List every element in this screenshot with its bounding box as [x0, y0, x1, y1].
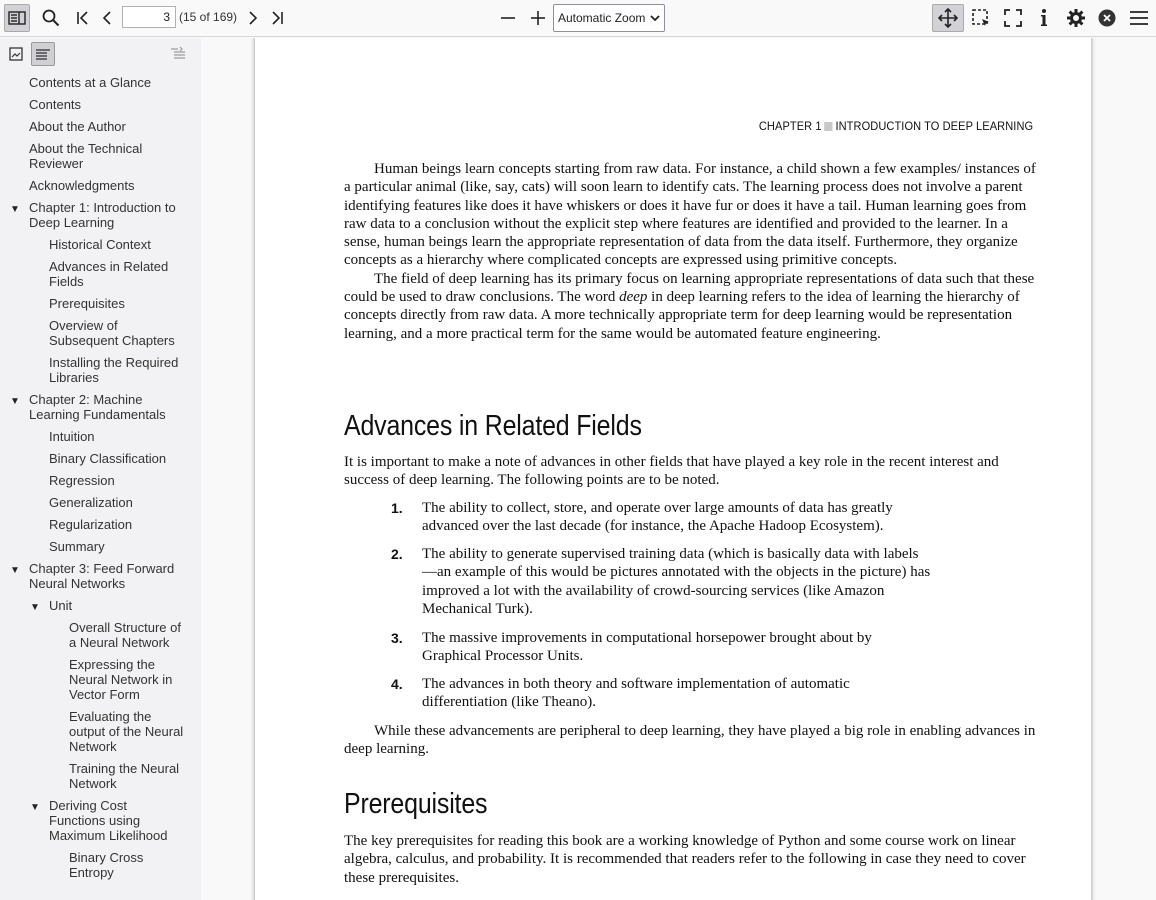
- paragraph-2: [344, 270, 1036, 343]
- outline-item[interactable]: Chapter 2: Machine Learning Fundamentals: [29, 392, 166, 422]
- settings-button[interactable]: [1064, 4, 1088, 32]
- outline-item[interactable]: Overview of Subsequent Chapters: [49, 318, 175, 348]
- heading-advances: Advances in Related Fields: [344, 410, 642, 442]
- first-page-icon: [76, 11, 90, 25]
- outline-item[interactable]: Contents: [29, 97, 82, 112]
- first-page-button[interactable]: [72, 4, 94, 32]
- sidebar-view-toolbar: [0, 38, 201, 70]
- outline-item[interactable]: About the Technical Reviewer: [29, 141, 143, 171]
- move-icon: [938, 8, 958, 28]
- sidebar-toggle-button[interactable]: [4, 4, 30, 32]
- heading-prerequisites: Prerequisites: [344, 788, 488, 820]
- list-item-text: The massive improvements in computational horsepower brought about by Graphical Processor Units.: [422, 630, 872, 665]
- outline-expand-icon[interactable]: ▼: [10, 396, 20, 407]
- outline-item[interactable]: Binary Cross Entropy: [69, 850, 144, 880]
- outline-item[interactable]: Expressing the Neural Network in Vector Form: [69, 657, 173, 702]
- outline-item[interactable]: Evaluating the output of the Neural Network: [69, 709, 184, 754]
- paragraph-2-start: The field of deep learning has its primary focus on learning appropriate representations of data such that these could be used to draw conclusions. The word: [344, 270, 1035, 306]
- chevron-left-icon: [101, 11, 113, 25]
- search-icon: [42, 9, 60, 27]
- outline-expand-icon[interactable]: ▼: [10, 565, 20, 576]
- running-head-title: INTRODUCTION TO DEEP LEARNING: [835, 119, 1033, 133]
- last-page-icon: [270, 11, 284, 25]
- next-page-button[interactable]: [242, 4, 264, 32]
- pdf-page: [254, 38, 1092, 900]
- paragraph-1: Human beings learn concepts starting from raw data. For instance, a child shown a few examples/ instances of a particular animal (like, say, cats) will soon learn to identify cats. The learning process does not involve a parent identifying features like does it have whiskers or does it have fur or does it have a tail. Human learning goes from raw data to a conclusion without the explicit step where features are identified and provided to the learner. In a sense, human beings learn the appropriate representation of data from the data itself. Furthermore, they organize concepts as a hierarchy where complicated concepts are expressed using primitive concepts.: [344, 161, 1036, 269]
- body-text-intro: [344, 160, 1036, 343]
- paragraph-2-end: in deep learning refers to the idea of learning the hierarchy of concepts directly from raw data. A more technically appropriate term for deep learning would be representation learning, and a more practical term for the same would be automated feature engineering.: [344, 289, 1020, 342]
- list-item-number: 4.: [391, 676, 403, 692]
- paragraph-3: It is important to make a note of advances in other fields that have played a key role in the recent interest and success of deep learning. The following points are to be noted.: [344, 454, 999, 489]
- thumbnail-view-button[interactable]: [4, 42, 28, 66]
- fullscreen-icon: [1004, 9, 1022, 27]
- previous-page-button[interactable]: [96, 4, 118, 32]
- outline-item[interactable]: Summary: [49, 539, 105, 554]
- outline-item[interactable]: Historical Context: [49, 237, 151, 252]
- paragraph-4: While these advancements are peripheral to deep learning, they have played a big role in enabling advances in deep learning.: [344, 723, 1036, 758]
- zoom-select-value: Automatic Zoom: [558, 11, 646, 25]
- list-item-text: The ability to generate supervised training data (which is basically data with labels—an example of this would be pictures annotated with the objects in the picture) has improved a lot with the availability of crowd-sourcing services (like Amazon Mechanical Turk).: [422, 546, 931, 617]
- outline-item[interactable]: Intuition: [49, 429, 95, 444]
- outline-item[interactable]: Chapter 1: Introduction to Deep Learning: [29, 200, 176, 230]
- outline-item[interactable]: Prerequisites: [49, 296, 125, 311]
- select-tool-button[interactable]: [968, 4, 994, 32]
- outline-item[interactable]: Acknowledgments: [29, 178, 135, 193]
- presentation-mode-button[interactable]: [1000, 4, 1026, 32]
- zoom-in-button[interactable]: [527, 4, 549, 32]
- list-icon: [35, 48, 51, 60]
- running-head-separator: [824, 122, 832, 131]
- image-icon: [9, 47, 23, 61]
- hand-tool-button[interactable]: [932, 4, 964, 32]
- chevron-right-icon: [247, 11, 259, 25]
- outline-item[interactable]: About the Author: [29, 119, 126, 134]
- outline-item[interactable]: Advances in Related Fields: [49, 259, 169, 289]
- outline-item[interactable]: Generalization: [49, 495, 133, 510]
- gear-icon: [1066, 8, 1086, 28]
- outline-item[interactable]: Deriving Cost Functions using Maximum Likelihood: [49, 798, 168, 843]
- list-item-text: The ability to collect, store, and operate over large amounts of data has greatly advanced over the last decade (for instance, the Apache Hadoop Ecosystem).: [422, 500, 893, 535]
- hamburger-icon: [1129, 10, 1149, 26]
- page-number-input[interactable]: [122, 6, 176, 28]
- sidebar: [0, 38, 201, 900]
- list-item-number: 1.: [391, 500, 403, 516]
- sidebar-toggle-icon: [8, 11, 26, 25]
- list-item-number: 3.: [391, 630, 403, 646]
- outline-item[interactable]: Regularization: [49, 517, 133, 532]
- menu-button[interactable]: [1126, 4, 1152, 32]
- outline-item[interactable]: Unit: [49, 598, 73, 613]
- outline-item[interactable]: Contents at a Glance: [29, 75, 152, 90]
- running-head-chapter: CHAPTER 1: [758, 119, 822, 133]
- outline-item[interactable]: Chapter 3: Feed Forward Neural Networks: [29, 561, 175, 591]
- outline-expand-icon[interactable]: ▼: [30, 802, 40, 813]
- info-icon: [1039, 8, 1049, 28]
- last-page-button[interactable]: [266, 4, 288, 32]
- list-item-text: The advances in both theory and software implementation of automatic differentiation (like Theano).: [422, 676, 850, 711]
- close-icon: [1098, 9, 1116, 27]
- minus-icon: [500, 10, 516, 26]
- plus-icon: [530, 10, 546, 26]
- zoom-select[interactable]: [553, 4, 665, 32]
- outline-expand-icon[interactable]: ▼: [10, 204, 20, 215]
- outline-item[interactable]: Installing the Required Libraries: [49, 355, 179, 385]
- list-item-number: 2.: [391, 546, 403, 562]
- paragraph-2-emphasis: deep: [619, 289, 648, 306]
- running-head: [759, 119, 1033, 133]
- outline-expand-icon[interactable]: ▼: [30, 602, 40, 613]
- outline-item[interactable]: Binary Classification: [49, 451, 167, 466]
- document-viewer: [201, 38, 1156, 900]
- find-button[interactable]: [38, 4, 64, 32]
- document-properties-button[interactable]: [1034, 4, 1054, 32]
- paragraph-5: The key prerequisites for reading this book are a working knowledge of Python and some course work on linear algebra, calculus, and probability. It is recommended that readers refer to the following in case they need to cover these prerequisites.: [344, 833, 1026, 886]
- outline-item[interactable]: Regression: [49, 473, 115, 488]
- outline-item[interactable]: Overall Structure of a Neural Network: [69, 620, 181, 650]
- paragraph-4-wrap: [344, 722, 1036, 759]
- close-button[interactable]: [1096, 4, 1118, 32]
- expand-all-icon: [170, 47, 186, 61]
- toggle-outline-items-button[interactable]: [166, 42, 190, 66]
- chevron-down-icon: [650, 14, 660, 22]
- selection-icon: [971, 8, 991, 28]
- zoom-out-button[interactable]: [497, 4, 519, 32]
- outline-item[interactable]: Training the Neural Network: [69, 761, 180, 791]
- outline-view-button[interactable]: [31, 42, 55, 66]
- page-count-label: (15 of 169): [179, 10, 238, 24]
- toolbar: [0, 0, 1156, 37]
